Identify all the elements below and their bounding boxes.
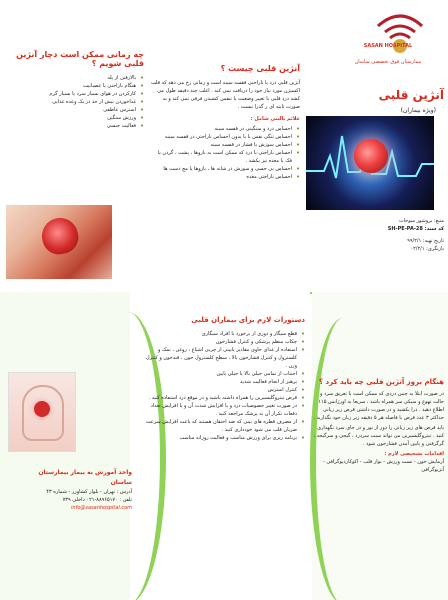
care-instructions-panel [140, 316, 305, 586]
emergency-paragraph: در صورت ابتلا به چنین دردی که ممکن است با تعریق سرد و حالت تهوع و سبکی سر همراه باشد ، سریعا به اورژانس ۱۱۵ اطلاع دهید . درا بکشید و در صورت داشتن قرص زیر زبانی حداکثر ۳ عدد قرص با فاصله هر ۵ دقیقه زیر زبان خود بگذارید . [313, 391, 444, 421]
medication-note: باید قرص های زیر زبانی را دور از نور و در جای سرد نگهداری کنید . نیتروگلیسیرین می تواند سبب سردرد ، گیجی و سرگیجه ، گرگرفتی و پایین آمدن فشارخون شود . [313, 425, 444, 447]
email-link[interactable]: info@sasanhospital.com [71, 505, 132, 511]
care-title: دستورات لازم برای بیماران قلبی [191, 316, 305, 324]
source-line: منبع: بروشور سوجات [398, 218, 444, 224]
cardiac-anatomy-image [8, 372, 76, 452]
unit-title: واحد آموزش به بیمار بیمارستان ساسان [38, 469, 132, 486]
heart-monitor-image [306, 116, 434, 210]
care-item: • کنترل استرس [140, 386, 305, 394]
heart-illustration-icon [39, 215, 82, 258]
diagnosis-text: آزمایش خون - تست ورزش - نوار قلب - اکوکاردیوگرافی - آنژیوگرافی [322, 459, 444, 473]
trigger-item: • غذاخوردن بیش از حد در یک وعده غذایی [4, 98, 144, 106]
emergency-panel [312, 378, 444, 518]
care-item: • برنامه ریزی برای ورزش مناسب و فعالیت روزانه مناسب [140, 434, 305, 442]
left-title: چه زمانی ممکن است دچار آنژین قلبی شویم ؟ [16, 50, 144, 68]
diagnosis-title: اقدامات تشخیصی لازم : [384, 451, 444, 457]
care-item: • استفاده از غذای حاوی مقادیر پایینی از چربی اشباع ، روغن ، نمک و کلسترول و کنترل فشارخون بالا ، سطح کلسترول خون ، قندخون و کنترل وزن . [140, 346, 305, 370]
care-item: • از مصرف قطره های بینی که ضد احتقان هستند که باعث افزایش سرعت ضربان قلب می شود خودداری کنید . [140, 418, 305, 434]
trigger-item: • کارکردن در هوای بسیار سرد یا بسیار گرم [4, 90, 144, 98]
signs-list [150, 125, 300, 181]
signs-item: • احساس ناراحتی معده [150, 173, 300, 181]
care-list [140, 330, 305, 442]
middle-paragraph: آنژین قلبی درد یا ناراحتی قفسه سینه است و زمانی رخ می‌ دهد که قلب اکسیژن مورد نیاز خود را دریافت نمی کند . اغلب چند دقیقه طول می کشد درد قلبی یا تغییر وضعیت یا تنفس کشیدن فرقی نمی کند و به صورت ثابته ای ر گذرا نیست . [151, 80, 300, 110]
page-title: آنژین قلبی [378, 88, 444, 102]
trigger-item: • فعالیت جنسی [4, 122, 144, 130]
contact-block [18, 468, 132, 512]
care-item: • قرص نیتروگلیسیرین را همراه داشته باشید و در موقع درد استفاده کنید . [140, 394, 305, 402]
prepared-date: تاریخ تهیه: ۹۹/۲/۱ [407, 238, 444, 244]
document-code: کد سند: SH-PE-PA-28 [387, 226, 444, 232]
middle-panel [150, 64, 300, 288]
chest-pain-image [6, 205, 112, 279]
signs-item: • احساس بی حسی و سوزش در شانه ها ، بازوها یا مچ دست ها [150, 165, 300, 173]
trigger-item: • ورزش سنگین [4, 114, 144, 122]
signs-item: • احساس درد و سنگینی در قفسه سینه [150, 125, 300, 133]
middle-title: آنژین قلبی چیست ؟ [220, 64, 300, 73]
care-item: • اجتناب از تمامی خیلی بالا یا خیلی پایین [140, 370, 305, 378]
emergency-title: هنگام بروز آنژین قلبی چه باید کرد ؟ [319, 378, 444, 386]
right-panel [302, 6, 444, 282]
revision-date: بازنگری: ۰۲/۲/۱ [410, 246, 444, 252]
page-subtitle: (ویژه بیماران) [400, 107, 436, 114]
phone-text: تلفن : ۸۸۹۶۵۱۷۰-۰۲۱ داخلی ۷۳۹ [62, 497, 132, 503]
heart-icon [354, 139, 388, 173]
signs-item: • احساس سوزش یا فشار در قفسه سینه [150, 141, 300, 149]
anatomy-heart-icon [34, 401, 50, 417]
signs-item: • احساس ناراحتی یا درد که ممکن است به بازوها ، پشت ، گردن یا فک یا معده نیز بکشد . [150, 149, 300, 165]
care-item: • پرهیز از انجام فعالیت شدید [140, 378, 305, 386]
trigger-item: • بالارفتن از پله [4, 74, 144, 82]
trigger-item: • هنگام ناراحتی یا عصبانیت [4, 82, 144, 90]
signs-item: • احساس تنگی نفس با یا بدون احساس ناراحتی در قفسه سینه [150, 133, 300, 141]
trigger-item: • استرس عاطفی [4, 106, 144, 114]
signs-title: علائم بالینی شامل : [250, 116, 300, 122]
address-text: آدرس : تهران - بلوار کشاورز - شماره ۴۳ [46, 489, 132, 495]
care-item: • قطع سیگار و دوری از برخورد با افراد سیگاری [140, 330, 305, 338]
care-item: • چکاب منظم پزشکی و کنترل فشارخون [140, 338, 305, 346]
trigger-list [4, 74, 144, 130]
logo-subtext: بیمارستان فوق تخصصی ساسان [354, 59, 422, 65]
logo-top-text: SASAN HOSPITAL [363, 43, 413, 49]
care-item: • در صورت تغییر خصوصیات درد و یا افزایش شدت آن و یا افزایش تعداد دفعات تکرار آن به پزشک مراجعه کنید . [140, 402, 305, 418]
